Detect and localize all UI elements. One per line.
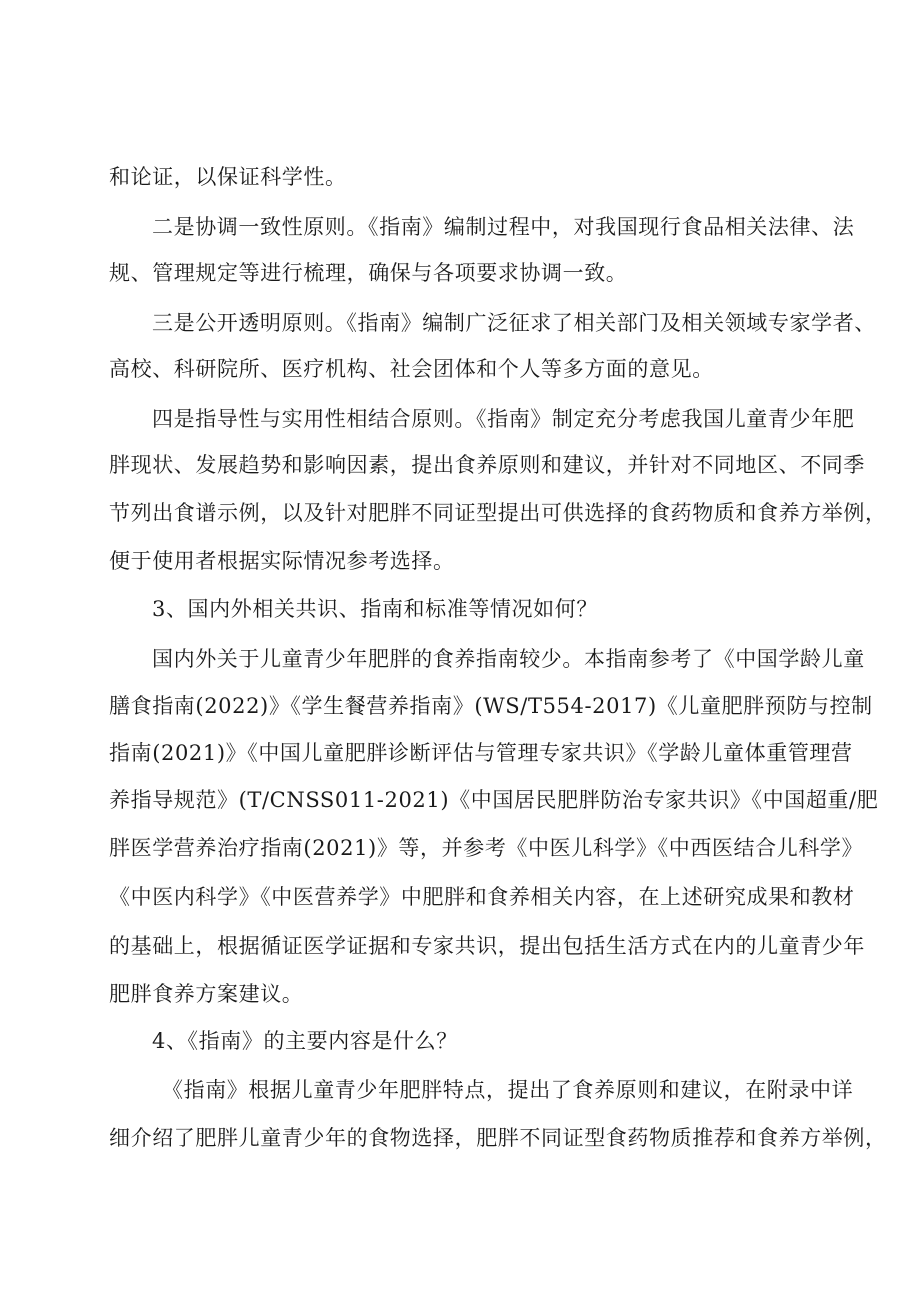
paragraph-line: 四是指导性与实用性相结合原则。《指南》制定充分考虑我国儿童青少年肥 xyxy=(152,407,855,431)
paragraph-line: 膳食指南(2022)》《学生餐营养指南》(WS/T554-2017)《儿童肥胖预防与控制 xyxy=(109,694,873,718)
paragraph-line: 的基础上，根据循证医学证据和专家共识，提出包括生活方式在内的儿童青少年 xyxy=(109,934,865,958)
paragraph-line: 高校、科研院所、医疗机构、社会团体和个人等多方面的意见。 xyxy=(109,357,714,381)
paragraph-line: 便于使用者根据实际情况参考选择。 xyxy=(109,549,455,573)
paragraph-line: 三是公开透明原则。《指南》编制广泛征求了相关部门及相关领域专家学者、 xyxy=(152,311,876,335)
paragraph-line: 肥胖食养方案建议。 xyxy=(109,982,304,1006)
paragraph-line: 和论证，以保证科学性。 xyxy=(109,165,347,189)
paragraph-line: 二是协调一致性原则。《指南》编制过程中，对我国现行食品相关法律、法 xyxy=(152,215,855,239)
paragraph-line: 规、管理规定等进行梳理，确保与各项要求协调一致。 xyxy=(109,261,628,285)
section-heading: 4、《指南》的主要内容是什么？ xyxy=(152,1029,458,1053)
paragraph-line: 养指导规范》(T/CNSS011-2021)《中国居民肥胖防治专家共识》《中国超重/肥 xyxy=(109,788,879,812)
paragraph-line: 指南(2021)》《中国儿童肥胖诊断评估与管理专家共识》《学龄儿童体重管理营 xyxy=(109,741,853,765)
section-heading: 3、国内外相关共识、指南和标准等情况如何？ xyxy=(152,597,598,621)
paragraph-line: 节列出食谱示例，以及针对肥胖不同证型提出可供选择的食药物质和食养方举例， xyxy=(109,501,887,525)
paragraph-line: 细介绍了肥胖儿童青少年的食物选择，肥胖不同证型食药物质推荐和食养方举例， xyxy=(109,1126,887,1150)
paragraph-line: 国内外关于儿童青少年肥胖的食养指南较少。本指南参考了《中国学龄儿童 xyxy=(152,647,865,671)
paragraph-line: 胖现状、发展趋势和影响因素，提出食养原则和建议，并针对不同地区、不同季 xyxy=(109,453,865,477)
paragraph-line: 《指南》根据儿童青少年肥胖特点，提出了食养原则和建议，在附录中详 xyxy=(162,1078,854,1102)
paragraph-line: 胖医学营养治疗指南(2021)》等，并参考《中医儿科学》《中西医结合儿科学》 xyxy=(109,836,864,860)
paragraph-line: 《中医内科学》《中医营养学》中肥胖和食养相关内容，在上述研究成果和教材 xyxy=(109,885,855,909)
